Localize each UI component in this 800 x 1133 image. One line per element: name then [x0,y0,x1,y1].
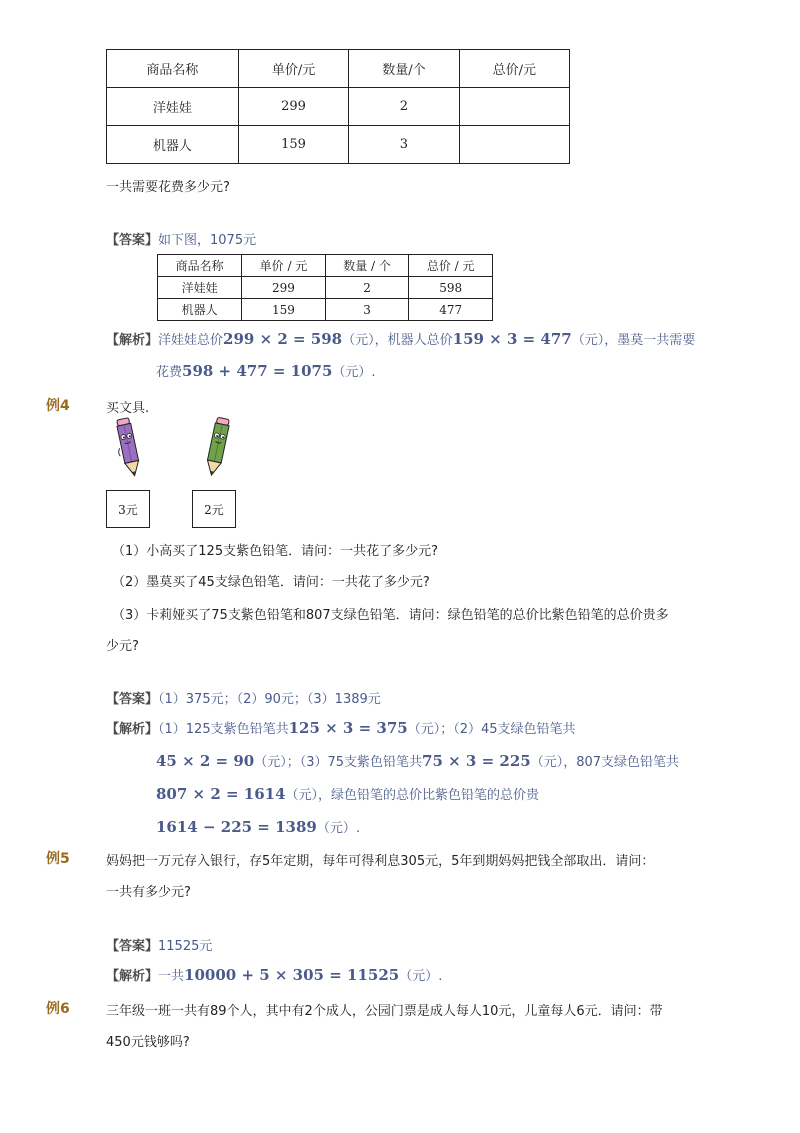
table-cell: 159 [242,299,326,321]
analysis-text: （元），机器人总价 [342,333,453,348]
analysis-line [156,361,376,380]
math-expression: 125 × 3 = 375 [288,719,408,737]
analysis-line [156,817,360,836]
price-table [106,49,570,164]
purple-pencil-icon [110,416,150,482]
analysis-text: （元），墨莫一共需要 [571,333,696,348]
table-row [158,277,493,299]
table-header-cell: 数量 / 个 [325,255,409,277]
analysis-text: 花费 [156,365,183,380]
green-pencil-icon [198,416,238,482]
table-header-cell: 单价 / 元 [242,255,326,277]
math-expression: 807 × 2 = 1614 [156,785,286,803]
math-expression: 1614 − 225 = 1389 [156,818,317,836]
analysis-text: （元）；（3）75支紫色铅笔共 [254,755,423,770]
table-row [107,126,570,164]
analysis-text: （元）；（2）45支绿色铅笔共 [407,722,576,737]
math-expression: 299 × 2 = 598 [223,330,343,348]
math-expression: 75 × 3 = 225 [422,752,531,770]
question-1: （1）小高买了125支紫色铅笔．请问：一共花了多少元? [112,544,438,559]
analysis-text: （元），807支绿色铅笔共 [530,755,680,770]
answer-line [106,935,212,954]
example-label: 例5 [46,851,70,867]
answer-table [157,254,493,321]
question-text: 一共需要花费多少元? [106,180,230,195]
table-cell: 159 [238,126,348,164]
answer-line [106,229,256,248]
table-header-cell: 商品名称 [107,50,239,88]
table-cell: 2 [325,277,409,299]
table-header-row [158,255,493,277]
table-header-cell: 总价/元 [459,50,569,88]
answer-text: 如下图，1075元 [158,233,257,248]
analysis-text: 一共 [158,969,185,984]
answer-label: 【答案】 [106,233,159,248]
analysis-label: 【解析】 [106,969,159,984]
analysis-line [156,784,539,803]
table-cell [459,88,569,126]
example-question: 三年级一班一共有89个人，其中有2个成人，公园门票是成人每人10元，儿童每人6元．请问：带 [106,1004,663,1019]
table-cell: 477 [409,299,493,321]
analysis-label: 【解析】 [106,333,159,348]
answer-text: （1）375元；（2）90元；（3）1389元 [158,692,381,707]
analysis-line [106,329,695,348]
math-expression: 10000 + 5 × 305 = 11525 [184,966,400,984]
question-2: （2）墨莫买了45支绿色铅笔．请问：一共花了多少元? [112,575,430,590]
math-expression: 45 × 2 = 90 [156,752,255,770]
table-cell: 机器人 [107,126,239,164]
table-header-cell: 数量/个 [349,50,459,88]
math-expression: 598 + 477 = 1075 [182,362,333,380]
question-3: （3）卡莉娅买了75支紫色铅笔和807支绿色铅笔．请问：绿色铅笔的总价比紫色铅笔的总价贵多 [112,608,669,623]
example-intro: 买文具. [106,401,150,416]
analysis-text: 洋娃娃总价 [158,333,224,348]
analysis-line [106,718,576,737]
table-cell: 299 [242,277,326,299]
table-row [107,88,570,126]
example-label: 例4 [46,398,70,414]
table-cell: 洋娃娃 [107,88,239,126]
table-cell: 2 [349,88,459,126]
example-question-cont: 一共有多少元? [106,885,191,900]
table-header-cell: 总价 / 元 [409,255,493,277]
answer-line [106,688,381,707]
table-header-cell: 单价/元 [238,50,348,88]
example-question: 妈妈把一万元存入银行，存5年定期，每年可得利息305元，5年到期妈妈把钱全部取出．请问： [106,854,655,869]
analysis-line [106,965,442,984]
table-header-cell: 商品名称 [158,255,242,277]
answer-label: 【答案】 [106,939,159,954]
table-cell: 机器人 [158,299,242,321]
table-cell: 3 [349,126,459,164]
table-cell: 3 [325,299,409,321]
answer-text: 11525元 [158,939,213,954]
analysis-text: （元）. [316,821,360,836]
analysis-label: 【解析】 [106,722,159,737]
question-3-cont: 少元? [106,639,139,654]
example-question-cont: 450元钱够吗? [106,1035,190,1050]
analysis-text: （元）. [332,365,376,380]
analysis-text: （元）. [399,969,443,984]
table-header-row [107,50,570,88]
price-box-green: 2元 [192,490,236,528]
answer-label: 【答案】 [106,692,159,707]
table-cell: 598 [409,277,493,299]
math-expression: 159 × 3 = 477 [452,330,572,348]
price-box-purple: 3元 [106,490,150,528]
analysis-line [156,751,679,770]
table-cell [459,126,569,164]
table-cell: 洋娃娃 [158,277,242,299]
table-row [158,299,493,321]
example-label: 例6 [46,1001,70,1017]
analysis-text: （元），绿色铅笔的总价比紫色铅笔的总价贵 [285,788,540,803]
table-cell: 299 [238,88,348,126]
analysis-text: （1）125支紫色铅笔共 [158,722,289,737]
